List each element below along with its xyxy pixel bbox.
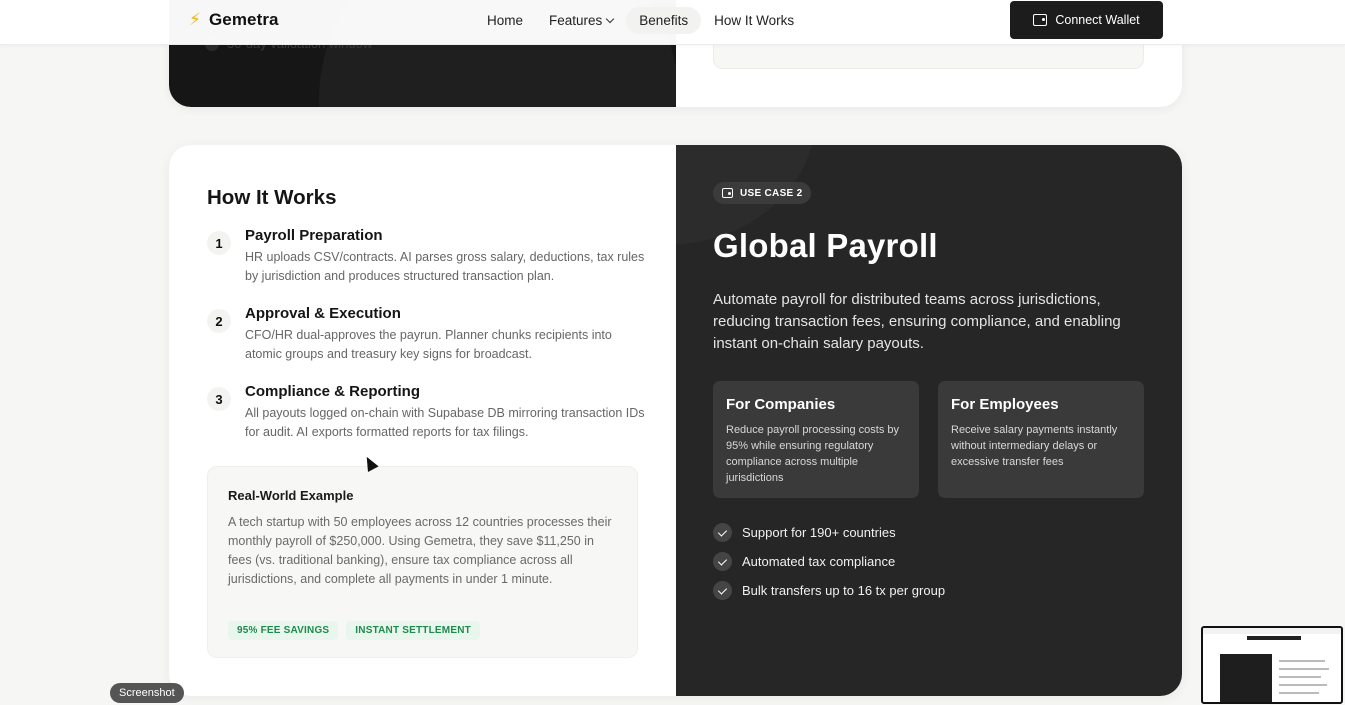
step-number: 1: [207, 231, 231, 255]
nav-link-benefits[interactable]: Benefits: [626, 7, 701, 34]
brand-name: Gemetra: [208, 10, 279, 29]
connect-wallet-label: Connect Wallet: [1055, 13, 1140, 27]
employees-card: [938, 381, 1144, 498]
nav-link-how-it-works[interactable]: How It Works: [714, 13, 795, 28]
thumbnail-line: [1279, 660, 1325, 662]
nav-link-home[interactable]: Home: [487, 13, 524, 28]
feature-label: Support for 190+ countries: [742, 525, 896, 540]
use-case-title: Global Payroll: [713, 227, 938, 264]
step-description: All payouts logged on-chain with Supabase DB mirroring transaction IDs for audit. AI exports formatted reports for tax filings.: [245, 406, 645, 439]
step-title: Payroll Preparation: [245, 227, 383, 244]
brand-logo[interactable]: [189, 10, 279, 30]
check-icon: [713, 581, 732, 600]
feature-item: [713, 581, 945, 600]
thumbnail-title: [1247, 636, 1301, 640]
connect-wallet-button[interactable]: [1010, 1, 1163, 39]
step-title: Approval & Execution: [245, 305, 401, 322]
global-payroll-pane: [676, 145, 1182, 696]
feature-item: [713, 552, 895, 571]
wallet-icon: [722, 188, 733, 198]
thumbnail-line: [1279, 668, 1329, 670]
thumbnail-line: [1279, 684, 1327, 686]
screenshot-thumbnail[interactable]: [1201, 626, 1343, 704]
example-title: Real-World Example: [228, 488, 354, 503]
companies-card-description: Reduce payroll processing costs by 95% while ensuring regulatory compliance across multiple jurisdictions: [726, 424, 900, 484]
use-case-description: Automate payroll for distributed teams across jurisdictions, reducing transaction fees, ensuring compliance, and enabling instant on-chain salary payouts.: [713, 291, 1121, 352]
thumbnail-dark-panel: [1220, 654, 1272, 702]
use-case-badge: [713, 182, 811, 204]
step-description: HR uploads CSV/contracts. AI parses gross salary, deductions, tax rules by jurisdiction and produces structured transaction plan.: [245, 250, 645, 283]
nav-link-features-label: Features: [549, 13, 603, 28]
thumbnail-line: [1279, 692, 1319, 694]
lightning-icon: ⚡: [189, 10, 201, 29]
chevron-down-icon: [606, 15, 614, 23]
step-number: 2: [207, 309, 231, 333]
companies-card: [713, 381, 919, 498]
thumbnail-navbar: [1203, 628, 1341, 634]
step-title: Compliance & Reporting: [245, 383, 421, 400]
fee-savings-tag: 95% FEE SAVINGS: [228, 621, 338, 640]
nav-links: [474, 7, 807, 34]
employees-card-description: Receive salary payments instantly without intermediary delays or excessive transfer fees: [951, 424, 1118, 468]
top-navbar: [0, 0, 1345, 45]
step-description: CFO/HR dual-approves the payrun. Planner chunks recipients into atomic groups and treasury key signs for broadcast.: [245, 328, 612, 361]
use-case-badge-label: USE CASE 2: [740, 187, 803, 199]
thumbnail-line: [1279, 676, 1321, 678]
check-icon: [713, 552, 732, 571]
wallet-icon: [1033, 14, 1047, 26]
check-icon: [713, 523, 732, 542]
real-world-example-box: [207, 466, 638, 658]
example-tags: [228, 621, 480, 640]
use-case-card: [169, 145, 1182, 696]
nav-link-features[interactable]: [536, 7, 626, 34]
how-it-works-title: How It Works: [207, 186, 337, 209]
how-it-works-pane: [169, 145, 676, 696]
employees-card-title: For Employees: [951, 396, 1059, 413]
step-number: 3: [207, 387, 231, 411]
instant-settlement-tag: INSTANT SETTLEMENT: [346, 621, 480, 640]
screenshot-tooltip: Screenshot: [110, 683, 184, 703]
feature-label: Automated tax compliance: [742, 554, 896, 569]
feature-item: [713, 523, 896, 542]
example-description: A tech startup with 50 employees across 12 countries processes their monthly payroll of $250,000. Using Gemetra, they save $11,250 in fees (vs. traditional banking), ensure tax compliance across all jurisdictions, and complete all payments in under 1 minute.: [228, 515, 612, 586]
companies-card-title: For Companies: [726, 396, 836, 413]
feature-label: Bulk transfers up to 16 tx per group: [742, 583, 946, 598]
